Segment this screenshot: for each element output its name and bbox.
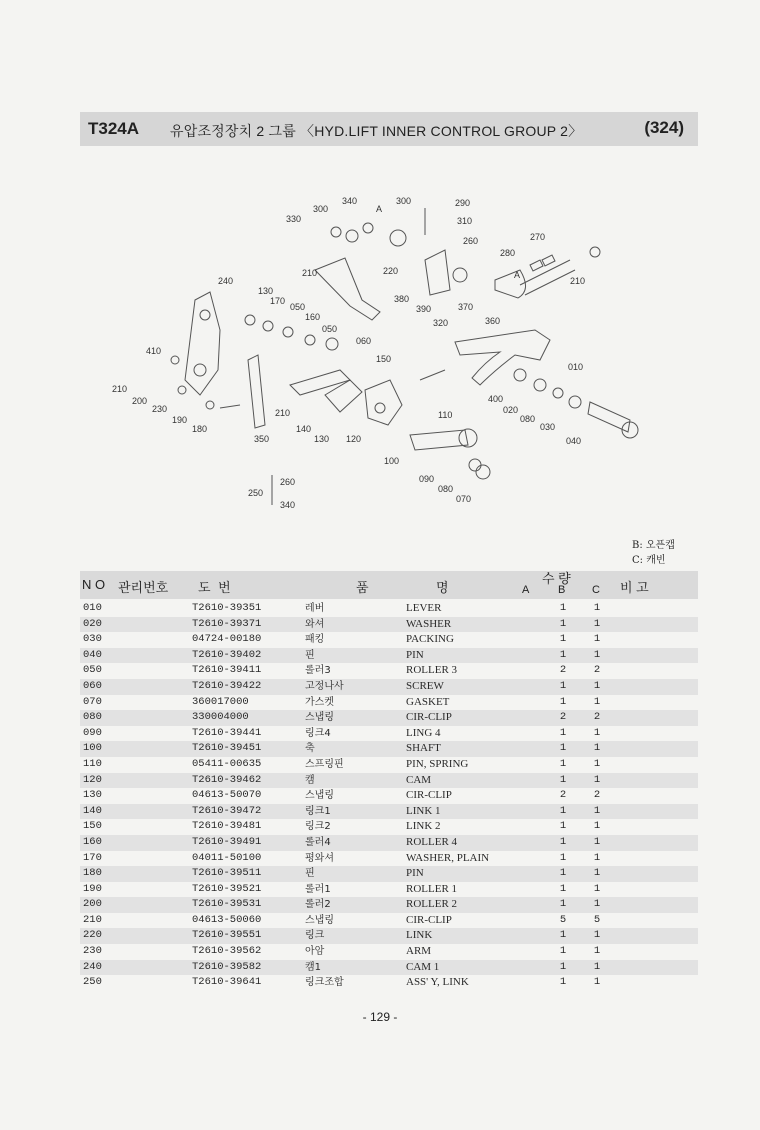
section-code: T324A: [88, 119, 140, 138]
drawing-no: T2610-39481: [192, 820, 262, 833]
part-label: 410: [146, 346, 162, 356]
table-row: [80, 960, 698, 976]
qty-b: 1: [559, 648, 567, 661]
drawing-no: T2610-39521: [192, 882, 262, 895]
part-label: 100: [384, 456, 400, 466]
part-no: 050: [83, 664, 102, 677]
part-label: A: [514, 270, 521, 280]
part-label: 230: [152, 404, 168, 414]
part-name-en: LINK 1: [406, 804, 441, 817]
drawing-no: T2610-39371: [192, 617, 262, 630]
legend-c: C: 캐빈: [632, 555, 666, 566]
part-no: 220: [83, 929, 102, 942]
table-row: [80, 601, 698, 617]
part-label: 310: [457, 216, 473, 226]
qty-c: 1: [593, 851, 601, 864]
legend-b: B: 오픈캡: [632, 540, 675, 551]
part-no: 080: [83, 711, 102, 724]
drawing-no: T2610-39351: [192, 602, 262, 614]
part-name-kr: 롤러1: [305, 883, 331, 895]
part-no: 200: [83, 898, 102, 911]
qty-c: 1: [593, 820, 601, 833]
part-label: 030: [540, 422, 556, 432]
header-no: N O: [82, 577, 106, 592]
qty-b: 1: [559, 804, 567, 817]
diagram-labels: [112, 196, 585, 510]
qty-b: 1: [559, 882, 567, 895]
part-name-kr: 와셔: [305, 618, 325, 630]
part-label: 150: [376, 354, 392, 364]
part-no: 250: [83, 976, 102, 989]
qty-b: 1: [559, 726, 567, 739]
part-name-en: ROLLER 3: [406, 664, 458, 677]
part-label: 340: [342, 196, 358, 206]
part-label: 210: [275, 408, 291, 418]
qty-b: 1: [559, 602, 567, 614]
table-row: [80, 897, 698, 913]
part-no: 140: [83, 804, 102, 817]
table-row: [80, 695, 698, 711]
qty-c: 1: [593, 898, 601, 911]
header-mgmt-no: 관리번호: [118, 580, 169, 595]
part-label: 400: [488, 394, 504, 404]
part-label: 050: [322, 324, 338, 334]
qty-b: 2: [559, 789, 567, 802]
part-name-en: CIR-CLIP: [406, 711, 452, 724]
part-name-kr: 레버: [305, 603, 325, 614]
part-no: 060: [83, 679, 102, 692]
part-name-kr: 링크2: [305, 821, 331, 833]
table-row: [80, 835, 698, 851]
qty-b: 1: [559, 820, 567, 833]
part-label: 060: [356, 336, 372, 346]
page-header: [80, 112, 698, 146]
part-name-en: LEVER: [406, 602, 442, 614]
part-no: 150: [83, 820, 102, 833]
table-row: [80, 632, 698, 648]
drawing-no: T2610-39402: [192, 648, 262, 661]
part-name-kr: 링크4: [305, 727, 331, 739]
part-label: 220: [383, 266, 399, 276]
header-name-en: 명: [436, 580, 449, 595]
qty-b: 1: [559, 757, 567, 770]
part-no: 100: [83, 742, 102, 755]
part-name-kr: 롤러3: [305, 665, 331, 677]
part-no: 180: [83, 867, 102, 880]
part-name-en: CAM 1: [406, 960, 440, 973]
part-label: 260: [280, 477, 296, 487]
part-name-en: CIR-CLIP: [406, 789, 452, 802]
table-row: [80, 788, 698, 804]
part-name-en: ROLLER 4: [406, 835, 458, 848]
part-name-kr: 캠1: [305, 961, 322, 973]
part-name-en: GASKET: [406, 695, 450, 708]
part-label: 020: [503, 405, 519, 415]
qty-c: 1: [593, 773, 601, 786]
part-name-kr: 링크1: [305, 805, 331, 817]
qty-b: 1: [559, 851, 567, 864]
drawing-no: T2610-39641: [192, 976, 262, 989]
part-label: 130: [314, 434, 330, 444]
qty-c: 1: [593, 633, 601, 646]
qty-c: 1: [593, 835, 601, 848]
part-name-en: LINK: [406, 929, 433, 942]
part-name-kr: 고정나사: [305, 680, 344, 692]
legend: [632, 538, 675, 568]
header-qty-b: B: [558, 584, 566, 596]
part-label: 380: [394, 294, 410, 304]
part-label: 300: [313, 204, 329, 214]
part-label: 110: [438, 410, 453, 420]
qty-c: 1: [593, 804, 601, 817]
part-name-kr: 링크: [305, 930, 325, 942]
table-row: [80, 913, 698, 929]
drawing-no: T2610-39451: [192, 742, 262, 755]
qty-c: 1: [593, 757, 601, 770]
table-row: [80, 804, 698, 820]
drawing-no: 04613-50060: [192, 913, 262, 926]
part-label: 080: [520, 414, 536, 424]
drawing-no: 360017000: [192, 695, 249, 708]
part-name-kr: 핀: [305, 868, 315, 880]
qty-c: 1: [593, 867, 601, 880]
qty-c: 2: [593, 789, 601, 802]
part-no: 120: [83, 773, 102, 786]
qty-c: 1: [593, 742, 601, 755]
drawing-no: T2610-39462: [192, 773, 262, 786]
qty-b: 1: [559, 633, 567, 646]
part-name-kr: 롤러2: [305, 899, 331, 911]
part-name-en: ROLLER 2: [406, 898, 458, 911]
part-name-kr: 스프링핀: [305, 758, 344, 770]
table-row: [80, 726, 698, 742]
part-label: 160: [305, 312, 321, 322]
table-row: [80, 975, 698, 991]
table-row: [80, 773, 698, 789]
part-name-en: PIN: [406, 648, 424, 661]
table-row: [80, 928, 698, 944]
exploded-parts-diagram: [100, 180, 680, 520]
qty-b: 1: [559, 976, 567, 989]
qty-c: 5: [593, 913, 601, 926]
part-name-en: ASS' Y, LINK: [406, 976, 469, 989]
parts-table: [80, 601, 698, 991]
part-label: 140: [296, 424, 312, 434]
part-name-en: PIN, SPRING: [406, 757, 469, 770]
part-label: 040: [566, 436, 582, 446]
part-label: 270: [530, 232, 546, 242]
qty-c: 1: [593, 648, 601, 661]
section-title: 유압조정장치 2 그룹 〈HYD.LIFT INNER CONTROL GROUP 2〉: [170, 123, 583, 139]
qty-b: 2: [559, 664, 567, 677]
part-label: 070: [456, 494, 472, 504]
part-no: 130: [83, 789, 102, 802]
table-row: [80, 944, 698, 960]
table-row: [80, 757, 698, 773]
header-qty: 수 량: [542, 571, 571, 586]
qty-c: 1: [593, 929, 601, 942]
part-label: 210: [112, 384, 128, 394]
part-name-kr: 축: [305, 743, 315, 755]
part-label: 350: [254, 434, 270, 444]
drawing-no: T2610-39582: [192, 960, 262, 973]
page-number: - 129 -: [362, 1010, 398, 1024]
qty-b: 1: [559, 960, 567, 973]
part-no: 010: [83, 602, 102, 614]
part-label: 180: [192, 424, 208, 434]
part-name-kr: 스냅링: [305, 790, 334, 802]
part-name-en: PIN: [406, 867, 424, 880]
table-row: [80, 851, 698, 867]
header-remarks: 비 고: [620, 580, 649, 595]
drawing-no: T2610-39441: [192, 726, 262, 739]
drawing-no: T2610-39422: [192, 679, 262, 692]
part-label: 090: [419, 474, 435, 484]
table-row: [80, 710, 698, 726]
part-label: 330: [286, 214, 302, 224]
part-label: 130: [258, 286, 274, 296]
qty-c: 1: [593, 726, 601, 739]
header-name-kr: 품: [356, 580, 369, 595]
part-label: 390: [416, 304, 432, 314]
part-name-en: CIR-CLIP: [406, 913, 452, 926]
part-name-en: ROLLER 1: [406, 882, 458, 895]
part-label: 300: [396, 196, 412, 206]
header-qty-c: C: [592, 584, 600, 596]
qty-b: 2: [559, 711, 567, 724]
qty-b: 5: [559, 913, 567, 926]
part-no: 160: [83, 835, 102, 848]
part-name-en: SHAFT: [406, 742, 441, 755]
drawing-no: T2610-39562: [192, 945, 262, 958]
drawing-no: T2610-39551: [192, 929, 262, 942]
qty-c: 1: [593, 882, 601, 895]
part-no: 170: [83, 851, 102, 864]
part-name-kr: 패킹: [305, 634, 325, 646]
page-reference: (324): [644, 118, 684, 137]
part-label: 290: [455, 198, 471, 208]
part-no: 030: [83, 633, 102, 646]
part-label: 320: [433, 318, 449, 328]
part-name-kr: 스냅링: [305, 712, 334, 724]
drawing-no: 330004000: [192, 711, 249, 724]
table-row: [80, 882, 698, 898]
drawing-no: 05411-00635: [192, 757, 262, 770]
part-label: 370: [458, 302, 474, 312]
part-label: 240: [218, 276, 234, 286]
table-row: [80, 617, 698, 633]
qty-c: 1: [593, 602, 601, 614]
part-name-en: CAM: [406, 773, 432, 786]
drawing-no: T2610-39411: [192, 664, 262, 677]
qty-c: 2: [593, 664, 601, 677]
qty-c: 1: [593, 695, 601, 708]
part-label: 360: [485, 316, 501, 326]
part-no: 110: [83, 757, 102, 770]
drawing-no: T2610-39511: [192, 867, 262, 880]
part-name-en: LINK 2: [406, 820, 441, 833]
drawing-no: 04011-50100: [192, 851, 262, 864]
part-name-en: LING 4: [406, 726, 441, 739]
table-row: [80, 741, 698, 757]
table-header: [80, 571, 698, 599]
qty-b: 1: [559, 695, 567, 708]
qty-b: 1: [559, 679, 567, 692]
drawing-no: T2610-39491: [192, 835, 262, 848]
part-label: 080: [438, 484, 454, 494]
part-name-kr: 평와셔: [305, 852, 334, 864]
part-name-kr: 롤러4: [305, 836, 331, 848]
part-no: 230: [83, 945, 102, 958]
part-label: 170: [270, 296, 286, 306]
part-no: 210: [83, 913, 102, 926]
qty-b: 1: [559, 617, 567, 630]
qty-b: 1: [559, 929, 567, 942]
qty-c: 2: [593, 711, 601, 724]
part-label: 340: [280, 500, 296, 510]
qty-c: 1: [593, 679, 601, 692]
drawing-no: 04724-00180: [192, 633, 262, 646]
part-label: A: [376, 204, 383, 214]
drawing-no: T2610-39472: [192, 804, 262, 817]
part-label: 050: [290, 302, 306, 312]
part-label: 190: [172, 415, 188, 425]
qty-c: 1: [593, 945, 601, 958]
part-name-en: ARM: [406, 945, 432, 958]
part-name-kr: 링크조합: [305, 977, 344, 989]
part-name-en: WASHER, PLAIN: [406, 851, 490, 864]
table-row: [80, 679, 698, 695]
header-qty-a: A: [522, 584, 530, 596]
table-row: [80, 663, 698, 679]
part-name-kr: 가스켓: [305, 696, 334, 708]
part-name-kr: 캠: [305, 774, 315, 786]
part-label: 210: [302, 268, 318, 278]
table-row: [80, 819, 698, 835]
part-no: 240: [83, 960, 102, 973]
qty-c: 1: [593, 976, 601, 989]
part-name-en: WASHER: [406, 617, 452, 630]
qty-b: 1: [559, 742, 567, 755]
part-no: 090: [83, 726, 102, 739]
header-drawing-no: 도 번: [198, 580, 233, 595]
part-label: 250: [248, 488, 264, 498]
part-name-kr: 아암: [305, 946, 325, 958]
table-row: [80, 866, 698, 882]
qty-c: 1: [593, 617, 601, 630]
part-no: 070: [83, 695, 102, 708]
part-label: 010: [568, 362, 584, 372]
qty-b: 1: [559, 898, 567, 911]
part-no: 020: [83, 617, 102, 630]
table-row: [80, 648, 698, 664]
qty-b: 1: [559, 945, 567, 958]
qty-c: 1: [593, 960, 601, 973]
qty-b: 1: [559, 773, 567, 786]
part-no: 040: [83, 648, 102, 661]
diagram-parts: [171, 208, 638, 505]
part-name-en: PACKING: [406, 633, 454, 646]
part-label: 260: [463, 236, 479, 246]
qty-b: 1: [559, 835, 567, 848]
part-label: 210: [570, 276, 586, 286]
drawing-no: 04613-50070: [192, 789, 262, 802]
part-name-en: SCREW: [406, 679, 444, 692]
qty-b: 1: [559, 867, 567, 880]
part-label: 200: [132, 396, 148, 406]
part-name-kr: 스냅링: [305, 914, 334, 926]
part-label: 120: [346, 434, 362, 444]
drawing-no: T2610-39531: [192, 898, 262, 911]
part-label: 280: [500, 248, 516, 258]
part-no: 190: [83, 882, 102, 895]
part-name-kr: 핀: [305, 649, 315, 661]
